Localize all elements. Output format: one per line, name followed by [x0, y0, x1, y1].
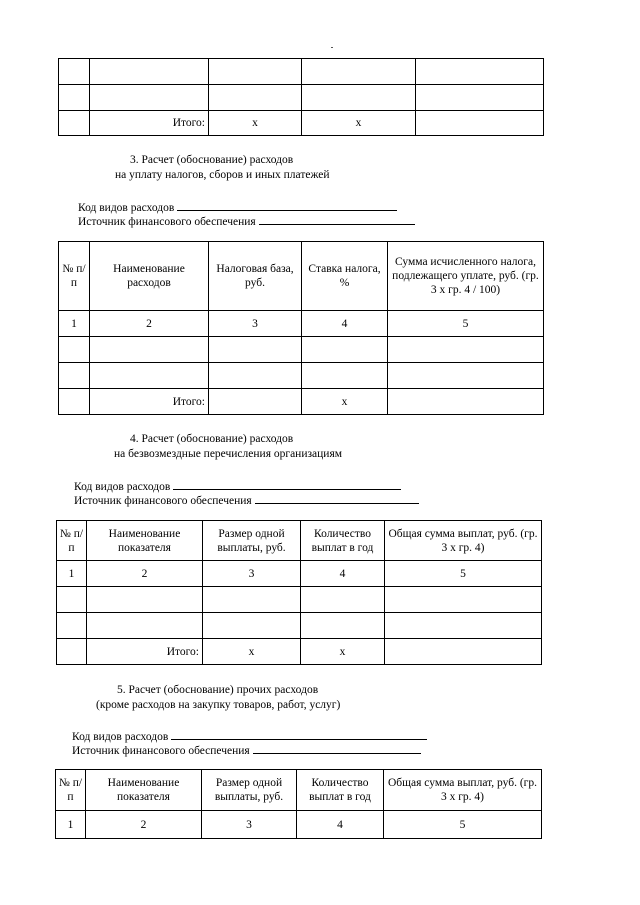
- number-cell: 3: [203, 561, 301, 587]
- source-label: Источник финансового обеспечения: [72, 745, 250, 757]
- number-cell: 1: [59, 311, 90, 337]
- total-row: [57, 639, 542, 665]
- header-cell: Наименование показателя: [86, 770, 202, 811]
- number-cell: 5: [388, 311, 544, 337]
- section3-table: [58, 241, 544, 415]
- total-cell: x: [209, 111, 302, 136]
- header-row: [57, 521, 542, 561]
- section5-title-line1: 5. Расчет (обоснование) прочих расходов: [117, 684, 319, 696]
- section3-title: [100, 153, 360, 183]
- code-label: Код видов расходов: [72, 731, 169, 743]
- number-cell: 5: [384, 811, 542, 839]
- section3-title-line2: на уплату налогов, сборов и иных платежей: [115, 169, 330, 181]
- header-cell: № п/п: [56, 770, 86, 811]
- section4-title: [100, 432, 400, 462]
- section5-title: [80, 683, 400, 713]
- number-cell: 5: [385, 561, 542, 587]
- header-cell: Наименование показателя: [87, 521, 203, 561]
- number-cell: 4: [302, 311, 388, 337]
- header-row: [59, 242, 544, 311]
- header-cell: Сумма исчисленного налога, подлежащего уплате, руб. (гр. 3 х гр. 4 / 100): [388, 242, 544, 311]
- scan-speck: [331, 47, 333, 48]
- section5-source-field: [72, 742, 421, 758]
- total-cell: [385, 639, 542, 665]
- section3-source-field: [78, 213, 415, 229]
- total-cell: x: [302, 389, 388, 415]
- header-cell: Размер одной выплаты, руб.: [203, 521, 301, 561]
- source-label: Источник финансового обеспечения: [74, 495, 252, 507]
- number-row: [56, 811, 542, 839]
- number-cell: 4: [301, 561, 385, 587]
- header-cell: Налоговая база, руб.: [209, 242, 302, 311]
- number-cell: 2: [90, 311, 209, 337]
- header-cell: Количество выплат в год: [297, 770, 384, 811]
- table-row: [59, 59, 544, 85]
- table-row: [57, 587, 542, 613]
- section4-source-field: [74, 492, 419, 508]
- number-cell: 4: [297, 811, 384, 839]
- header-row: [56, 770, 542, 811]
- number-cell: 3: [202, 811, 297, 839]
- total-cell: [416, 111, 544, 136]
- header-cell: № п/п: [57, 521, 87, 561]
- number-row: [57, 561, 542, 587]
- total-row: [59, 111, 544, 136]
- total-label: Итого:: [87, 639, 203, 665]
- header-cell: Ставка налога, %: [302, 242, 388, 311]
- section5-title-line2: (кроме расходов на закупку товаров, работ, услуг): [96, 699, 341, 711]
- total-row: [59, 389, 544, 415]
- table-row: [59, 363, 544, 389]
- header-cell: Общая сумма выплат, руб. (гр. 3 х гр. 4): [385, 521, 542, 561]
- section3-title-line1: 3. Расчет (обоснование) расходов: [130, 154, 294, 166]
- source-label: Источник финансового обеспечения: [78, 216, 256, 228]
- header-cell: Наименование расходов: [90, 242, 209, 311]
- total-cell: x: [302, 111, 416, 136]
- total-label: Итого:: [90, 111, 209, 136]
- number-cell: 1: [57, 561, 87, 587]
- header-cell: Количество выплат в год: [301, 521, 385, 561]
- total-cell: x: [301, 639, 385, 665]
- header-cell: Размер одной выплаты, руб.: [202, 770, 297, 811]
- total-cell: [209, 389, 302, 415]
- total-cell: [388, 389, 544, 415]
- section4-title-line2: на безвозмездные перечисления организациям: [114, 448, 343, 460]
- number-cell: 3: [209, 311, 302, 337]
- table-continued: [58, 58, 544, 136]
- number-cell: 2: [86, 811, 202, 839]
- total-label: Итого:: [90, 389, 209, 415]
- number-cell: 1: [56, 811, 86, 839]
- table-row: [59, 85, 544, 111]
- code-label: Код видов расходов: [78, 202, 175, 214]
- code-label: Код видов расходов: [74, 481, 171, 493]
- number-row: [59, 311, 544, 337]
- section4-title-line1: 4. Расчет (обоснование) расходов: [130, 433, 294, 445]
- table-row: [59, 337, 544, 363]
- table-row: [57, 613, 542, 639]
- header-cell: № п/п: [59, 242, 90, 311]
- number-cell: 2: [87, 561, 203, 587]
- section4-table: [56, 520, 542, 665]
- header-cell: Общая сумма выплат, руб. (гр. 3 х гр. 4): [384, 770, 542, 811]
- section5-table: [55, 769, 542, 839]
- total-cell: x: [203, 639, 301, 665]
